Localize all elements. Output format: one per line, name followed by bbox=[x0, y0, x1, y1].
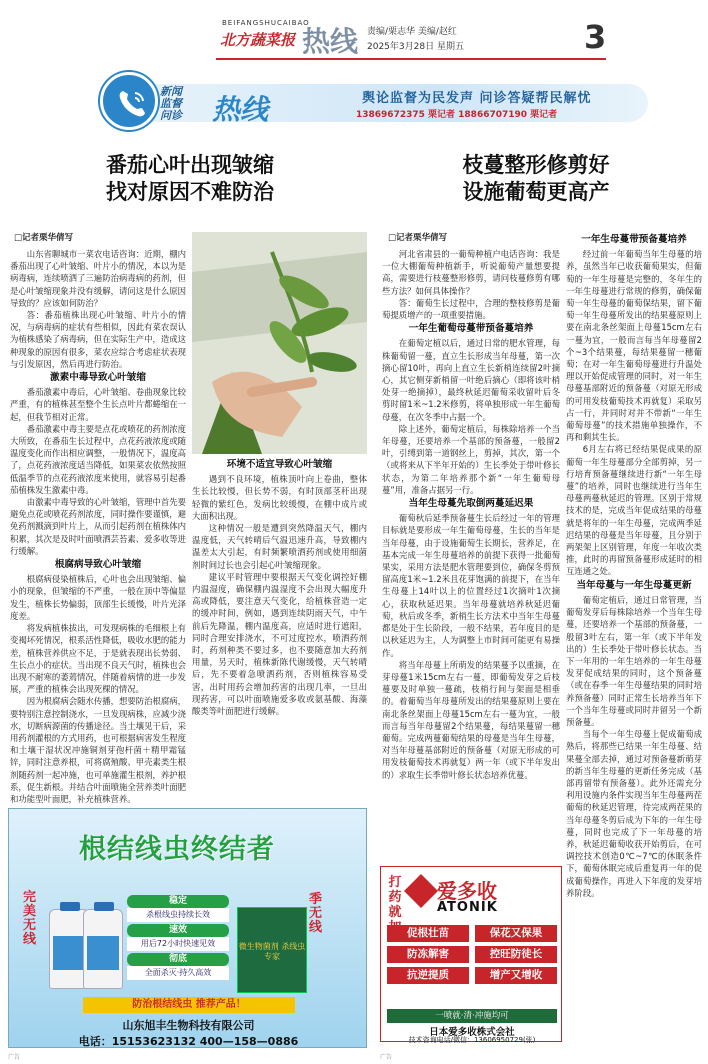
left-article-column-2: 环境不适宜导致心叶皱缩 遇到不良环境，植株顶叶向上卷曲，整体生长比较慢，但长势不弱，有时顶部茎秆出现轻微的紫红色，发病比较缓慢，在棚中成片或大面积出现。 这种情况一般是遭到突然降温天气，棚内温度低，天气转晴后气温迅速升高，导致棚内温差太大引起，有时频繁喷洒药剂或使用细菌剂时间过长也会引起心叶皱缩现象。 建议平时管理中要根据天气变化调控好棚内温湿度，确保棚内温湿度不会出现大幅度升高或降低，要注意天气变化，给植株营造一定的缓冲时间，例如，遇到连续阴雨天气，中午前后先降温，棚内温度高，应适时进行遮阳，同时合理安排浇水，不可过度控水，喷洒药剂时，药剂种类不要过多，也不要随意加大药剂用量，另天时，植株新陈代谢缓慢，天气转晴后，先不要着急喷洒药剂，否则植株容易受害，出时用药会增加药害的出现几率，一旦出现药害，可以叶面喷施爱多收或氨基酸、海藻酸类等叶面肥进行缓解。 bbox=[192, 459, 367, 717]
ad-side-text: 打药就 bbox=[388, 875, 402, 920]
ad-phone: 电话：15153623132 400—158—0886 bbox=[78, 1035, 299, 1048]
footer-ad-label: 广告 bbox=[380, 1054, 393, 1061]
subhead: 一年生母蔓带预备蔓培养 bbox=[581, 234, 687, 245]
ad-company: 日本爱多收株式会社 bbox=[429, 1027, 515, 1038]
hotline-banner bbox=[100, 72, 648, 130]
newspaper-name: 北方蔬菜报 bbox=[220, 31, 296, 49]
tomato-leaf-photo bbox=[192, 232, 367, 454]
ad-slogan: 一喷就·清·冲施均可 bbox=[387, 1009, 557, 1023]
right-byline: □记者栗华倩写 bbox=[388, 233, 448, 243]
editors-line: 责编/栗志华 美编/赵红 bbox=[367, 27, 457, 37]
newspaper-pinyin: BEIFANGSHUCAIBAO bbox=[222, 19, 310, 27]
page-number: 3 bbox=[584, 18, 607, 56]
banner-tag: 新闻 监督 问诊 bbox=[160, 85, 182, 122]
ad-side-text-right: 季无线 bbox=[309, 892, 323, 935]
subhead: 激素中毒导致心叶皱缩 bbox=[50, 372, 146, 384]
footer-ad-label: 广告 bbox=[8, 1054, 21, 1061]
right-article-column-2: 一年生母蔓带预备蔓培养 经过前一年葡萄当年生母蔓的培养，虽然当年已收获葡萄果实，但葡萄的一年生母蔓是完整的，冬年生的一年生母蔓进行常规的修剪，确保葡萄一年生母蔓的葡萄保结果，留下葡萄一年生母蔓所发出的结果蔓原则上要在南北条丝架面上母蔓15cm左右一蔓为宜，一般而言每当年母蔓留2个~3个结果蔓，每结果蔓留一穗葡萄；在对一年生葡萄母蔓进行升温处理以开始促成管理的同时，对一年生母蔓基部附近的预备蔓（对原无形成的可用发枝葡萄技术再就复）采取另占一行，并同时对并不带新“一年生葡萄母蔓”的技术措施单独操作，不再和剩其生长。 6月左右将已经结果促成果的原葡萄一年生母蔓部分全部剪掉，另一行培育预备蔓继续进行新“一年生母蔓”的培养，同时也继续进行当年生母蔓两蔓秋延迟的管理。区别于常规技术的是，完成当年促成结果的母蔓就是将年的一年生母蔓，完成两季延迟结果的母蔓是当年母蔓，且分别于两架架上区别管理，年度一年收次类推，此时的再留预备蔓形成延时的相互连通之处。 当年母蔓与一年生母蔓更新 葡萄定植后，通过日常管理，当葡萄发芽后每株除培养一个当年生母蔓，还要培养一个基部的预备蔓，一般留3叶左右，第一年（或下半年发出的）生长季处于带叶修长状态。当下一年用的一年生培养的一年生母蔓发芽促成结果的同时，这个预备蔓（或在春季一年生母蔓结果的同时培养预备蔓）同时正常生长培养当年下一个当年生母蔓或同时并留另一个新预备蔓。 当每个一年生母蔓上促成葡萄成熟后，将那些已结果一年生母蔓、结果蔓全部去掉，通过对预备蔓新萌芽的新当年生母蔓的更新任务完成（基部再留带有预备蔓）。此外还需充分利用设施内条件实现当年生母蔓两茬葡萄的秋延迟管理，待完成两茬果的当年母蔓冬剪后成为下年的一年生母蔓，同时也完成了下一年母蔓的培养，秋延迟葡萄收获开始剪后，在可调控技术创造0℃~7℃的休眠条件下，葡萄休眠完成后重复再一年的促成葡萄操作，再进入下年度的发芽培养阶段。 bbox=[566, 234, 702, 898]
subhead: 当年母蔓与一年生母蔓更新 bbox=[576, 579, 692, 591]
ad-brand-en: ATONIK bbox=[437, 900, 498, 915]
product-bottle-icon bbox=[83, 909, 123, 989]
ad-phone: 技术咨询电话/微信：13606950729(张) bbox=[408, 1036, 536, 1044]
ad-title: 根结线虫终结者 bbox=[79, 834, 275, 865]
ad-company: 山东旭丰生物科技有限公司 bbox=[122, 1019, 255, 1032]
phone-icon bbox=[100, 72, 158, 130]
subhead: 根腐病导致心叶皱缩 bbox=[54, 559, 142, 571]
subhead: 一年生葡萄母蔓带预备蔓培养 bbox=[408, 323, 534, 335]
left-byline: □记者栗华倩写 bbox=[14, 233, 74, 243]
left-article-headline: 番茄心叶出现皱缩 找对原因不难防治 bbox=[106, 153, 274, 204]
ad-feature-list: 稳定 杀根线虫持续长效 速效 用后72小时快速见效 彻底 全面杀灭·持久高效 bbox=[127, 895, 229, 982]
masthead bbox=[0, 0, 708, 66]
banner-phones: 13869672375 栗记者 18866707190 栗记者 bbox=[356, 110, 558, 120]
masthead-rule bbox=[216, 58, 606, 60]
ad-brand: 爱多收 bbox=[437, 879, 497, 903]
ad-side-text-left: 完美无线 bbox=[23, 890, 37, 947]
subhead: 环境不适宜导致心叶皱缩 bbox=[226, 459, 333, 470]
left-article-column-1: 山东省聊城市一菜农电话咨询：近期，棚内番茄出现了心叶皱缩、叶片小的情况，本以为是病毒病，连续喷洒了三遍防治病毒病的药剂，但是心叶皱缩现象并没有缓解，请问这是什么原因导致的？应该如何防治？ 答：番茄植株出现心叶皱缩、叶片小的情况，与病毒病的症状有些相似，因此有菜农误认为植株感染了病毒病，但在实际生产中，造成这种现象的原因有很多，菜农应综合考虑症状表现与引发原因，然后再进行防治。 激素中毒导致心叶皱缩 番茄激素中毒后，心叶皱缩、卷曲现象比较严重，有的植株甚至整个生长点叶片都蜷缩在一起，但我节相对正常。 番茄激素中毒主要是点花或喷花的药剂浓度大所致，在番茄生长过程中，点花药液浓度或随温度变化而作出相应调整，一般情况下，温度高了，点花药液浓度适当降低，如果菜农依然按照低温季节的点花药液浓度来使用，就容易引起番茄植株发生激素中毒。 由激素中毒导致的心叶皱缩，管理中首先要避免点花或喷花药剂浓度，同时操作要谨慎，避免药剂溅滴到叶片上，从而引起药剂在植株体内积累，其次是及时叶面喷洒芸苔素、爱多收等进行缓解。 根腐病导致心叶皱缩 根腐病侵染植株后，心叶也会出现皱缩、偏小的现象，但皱缩的不严重，一般在顶中等偏显发生，植株长势偏弱，顶部生长缓慢，叶片光泽度差。 将发病植株拔出，可发现病株的毛细根上有变褐坏死情况，根系活性降低，吸收水肥的能力差，植株营养供应不足，于是就表现出长势弱、生长点小的症状。当出现不良天气时，植株也会出现不耐寒的萎蔫情况，伴随着病情的进一步发展，严重的植株会出现死棵的情况。 因为根腐病会随水传播，想要防治根腐病，要特别注意控制浇水，一旦发现病株，应减少浇水，切断病源菌的传播途径。当土壤见干后，采用药剂灌根的方式用药，也可根据病害发生程度和土壤干湿状况冲施铜剂芽孢杆菌＋精甲霜锰锌，同时注意养根，可将腐殖酸、甲壳素类生根剂随药剂一起冲施，也可单施灌生根剂，养护根系，促生新根。并结合叶面喷施全营养类叶面肥和功能型叶面肥，补充植株营养。 bbox=[10, 249, 186, 804]
right-article-column-1: 河北省肃县的一葡萄种植户电话咨询：我是一位大棚葡萄种植新手，听说葡萄产量想要提高，需要进行枝蔓整形修剪，请问枝蔓修剪有哪些方法？如何具体操作？ 答：葡萄生长过程中，合理的整枝修剪是葡萄提质增产的一项重要措施。 一年生葡萄母蔓带预备蔓培养 在葡萄定植以后，通过日常的肥水管理，每株葡萄留一蔓，直立生长形成当年母蔓，第一次摘心留10叶，再向上直立生长新梢连续留2叶摘心，其它侧芽新梢留一叶绝后摘心（即将该叶梢处芽一绝摘掉），最终秋延迟葡萄采收留叶后冬剪时留1米~1.2米修剪，将单独形成一年生葡萄母蔓，在次冬季中占据一个。 除上述外，葡萄定植后，每株除培养一个当年母蔓，还要培养一个基部的预备蔓，一般留2叶，引缚到第一道钢丝上，剪掉，其次，第一个（或将来从下半年开始的）生长季处于带叶修长状态，为第二年培养那个新“一年生葡萄母蔓”用，准备占据另一行。 当年生母蔓先取倒两蔓延迟果 葡萄秋后延季预备蔓生长后经过一年的管理目标就是要形成一年生葡萄母蔓，生长的当年是当年母蔓，由于设施葡萄生长期长，营养足，在基本完成一年生母蔓培养的前提下获得一批葡萄果实，采用方法是肥水管理要到位，确保冬剪预留高度1米~1.2米且花芽饱满的前提下，在当年生母蔓上14叶以上的位置经过1次摘叶1次摘心，获取秋延迟果。当年母蔓就培养秋延迟葡萄，秋后或冬季，新梢生长方法术中当年生母蔓都是处于生长阶段，一般不结果，若年度目的是以秋延迟为主，人为调整上市时间可能更有易操作。 将当年母蔓上所萌发的结果蔓予以重摘，在芽母蔓1米15cm左右一蔓，即葡萄发芽之后枝蔓要及时单独一蔓疏，枝梢行间与架面是相垂的。着葡萄当年母蔓所发出的结果蔓原则上要在南北条丝架面上母蔓15cm左右一蔓为宜，一般而言每当年母蔓留2个结果蔓，每结果蔓留一穗葡萄。完成两蔓葡萄结果的母蔓是当年生母蔓，对当年母蔓基部附近的预备蔓（对原无形成的可用发枝葡萄技术再就复）两一年（或下半年发出的）求取生长季带叶修长状态培养优蔓。 bbox=[382, 249, 560, 780]
product-box-icon: 微生物菌剂 杀线虫专家 bbox=[237, 907, 307, 993]
subhead: 当年生母蔓先取倒两蔓延迟果 bbox=[408, 498, 534, 510]
issue-date: 2025年3月28日 星期五 bbox=[367, 42, 464, 52]
banner-title: 热线 bbox=[212, 93, 269, 126]
brand-logo-icon bbox=[404, 874, 438, 908]
nematode-product-ad[interactable] bbox=[8, 808, 367, 1048]
banner-slogan: 舆论监督为民发声 问诊答疑帮民解忧 bbox=[362, 91, 592, 106]
ad-ribbon: 防治根结线虫 推荐产品！ bbox=[83, 997, 295, 1013]
right-article-headline: 枝蔓整形修剪好 设施葡萄更高产 bbox=[462, 153, 610, 204]
atonik-ad[interactable] bbox=[380, 866, 562, 1042]
section-title: 热线 bbox=[302, 25, 359, 58]
ad-benefits-grid: 促根壮苗 保花又保果 防冻解害 控旺防徒长 抗逆提质 增产又增收 bbox=[387, 925, 557, 988]
